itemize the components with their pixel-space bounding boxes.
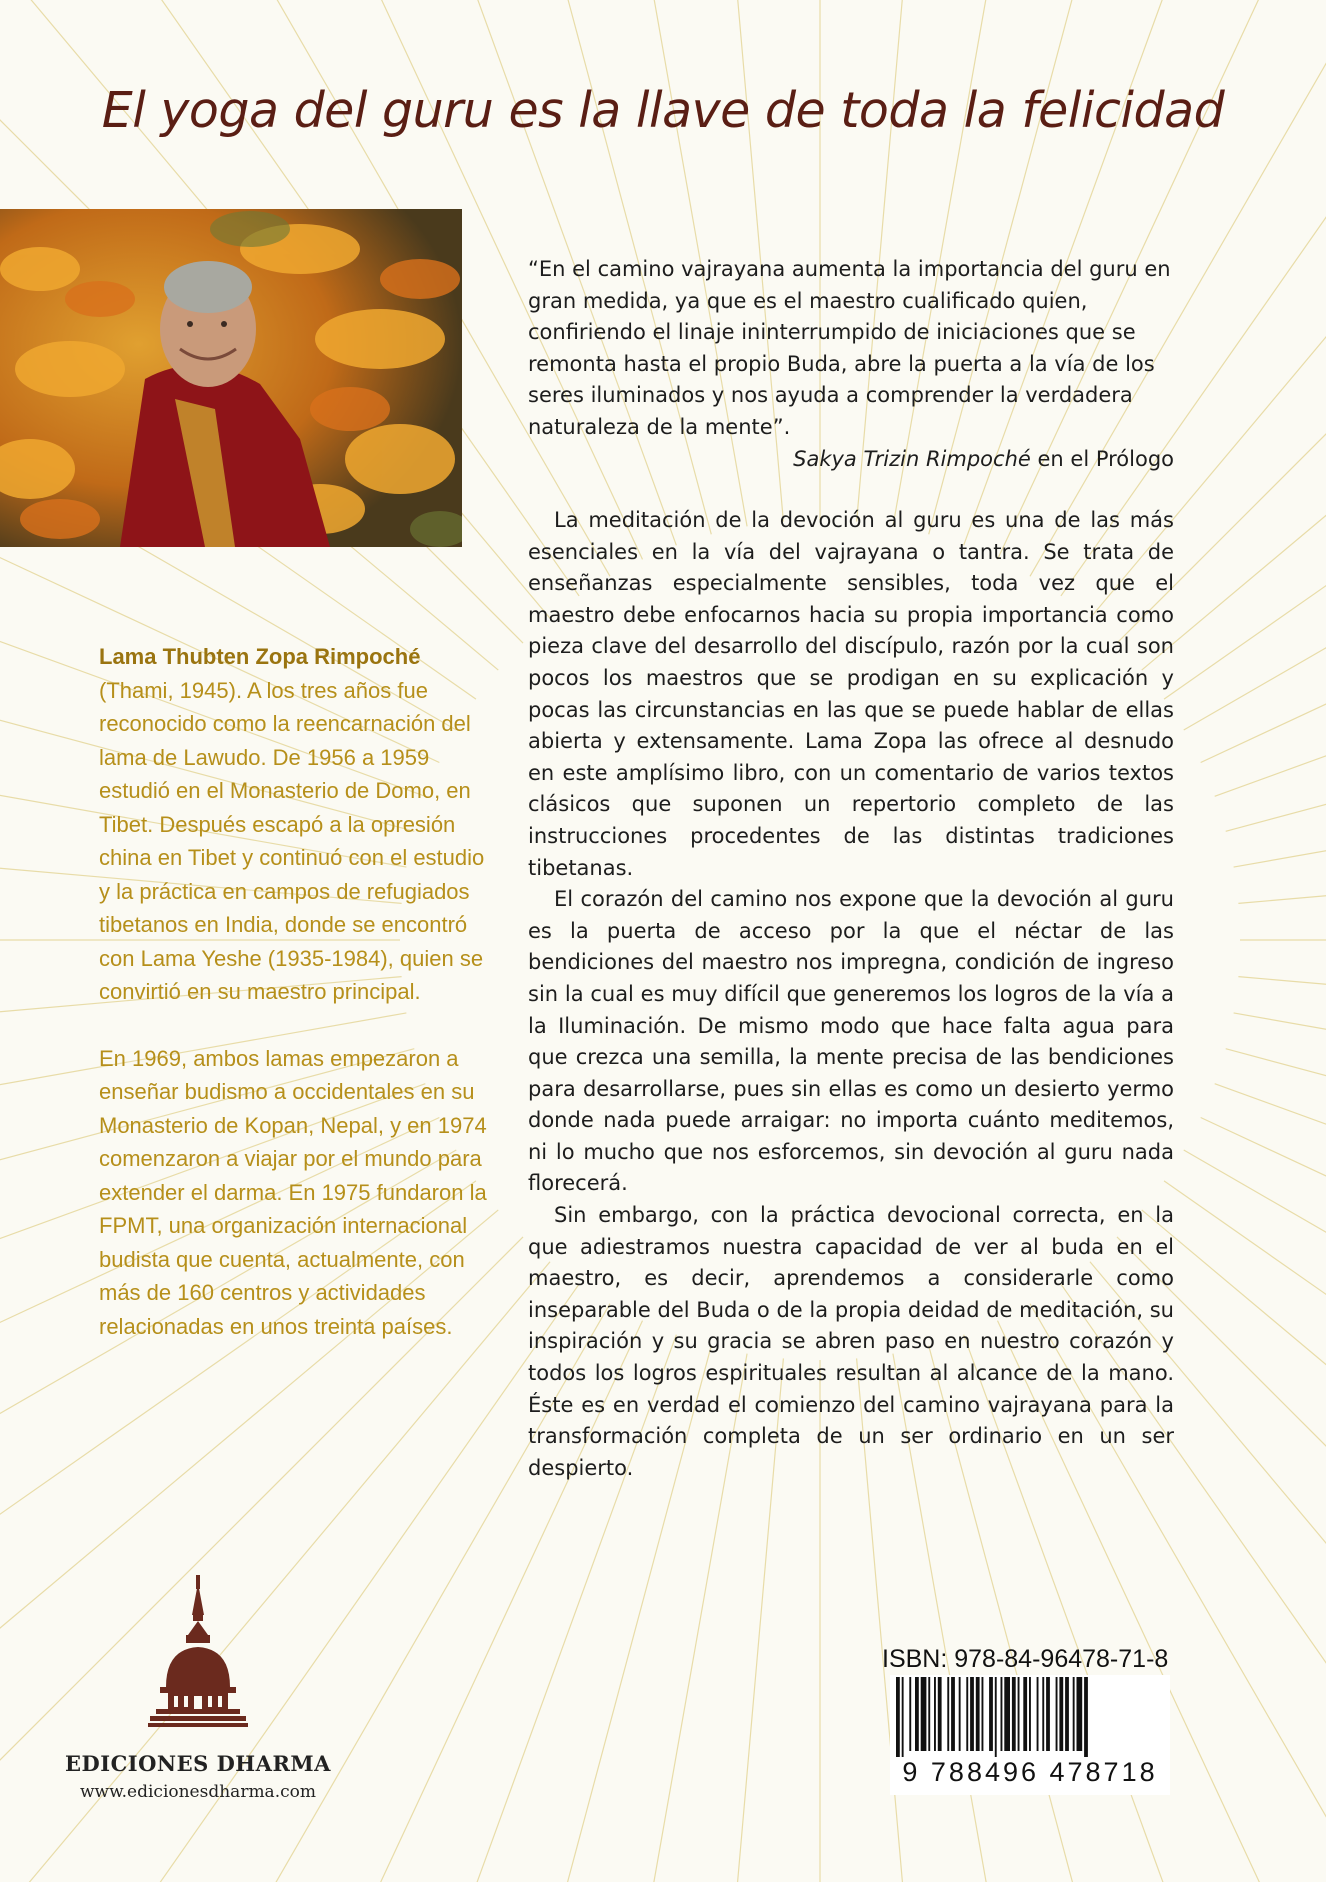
barcode-bar: [902, 1677, 904, 1757]
barcode-bar: [995, 1677, 997, 1757]
sunburst-ray: [1201, 1117, 1326, 1573]
quote-text: “En el camino vajrayana aumenta la importancia del guru en gran medida, ya que es el maestro cualificado quien, confiriendo el linaje ininterrumpido de iniciaciones que se remonta hasta el propio Buda, abre la puerta a la vía de los seres iluminados y nos ayuda a comprender la verdadera naturaleza de la mente”.: [528, 257, 1171, 439]
sunburst-ray: [1164, 1181, 1326, 1800]
description-paragraph-1: La meditación de la devoción al guru es una de las más esenciales en la vía del vajrayana o tantra. Se trata de enseñanzas especialmente sensibles, toda vez que el maestro debe enfocarnos hacia su propia importancia como pieza clave del desarrollo del discípulo, razón por la cual son pocos los maestros que se prodigan en su explicación y pocas las circunstancias en las que se puede hablar de ellas abierta y extensamente. Lama Zopa las ofrece al desnudo en este amplísimo libro, con un comentario de varios textos clásicos que suponen un repertorio completo de las instrucciones procedentes de las distintas tradiciones tibetanas.: [528, 508, 1174, 880]
sunburst-ray: [1234, 680, 1326, 868]
publisher-url: www.edicionesdharma.com: [80, 1782, 316, 1802]
barcode-bar: [959, 1677, 961, 1751]
barcode-bar: [1046, 1677, 1050, 1751]
barcode-bar: [947, 1677, 949, 1751]
barcode-bar: [921, 1677, 927, 1751]
description-paragraph-3: Sin embargo, con la práctica devocional correcta, en la que adiestramos nuestra capacidad de ver al buda en el maestro, es decir, aprendemos a considerarle como inseparable del Buda o de la propia deidad de meditación, su inspiración y su gracia se abren paso en nuestro corazón y todos los logros espirituales resultan al alcance de la mano. Éste es en verdad el comienzo del camino vajrayana para la transformación completa de un ser ordinario en un ser despierto.: [528, 1203, 1174, 1480]
portrait-monk-autumn-leaves-photo: [0, 209, 462, 547]
isbn-label: ISBN: 978-84-96478-71-8: [882, 1645, 1169, 1673]
sunburst-ray: [1184, 1150, 1326, 1690]
quote-attribution: [528, 444, 1174, 476]
barcode-bar: [909, 1677, 911, 1751]
barcode-bar: [1004, 1677, 1010, 1751]
barcode-bar: [896, 1677, 900, 1757]
barcode-bars: [890, 1675, 1170, 1757]
page-title: El yoga del guru es la llave de toda la felicidad: [101, 82, 1225, 139]
sunburst-ray: [1164, 80, 1326, 699]
foreword-quote: [528, 254, 1174, 475]
barcode-digits: 9 788496 478718: [902, 1757, 1158, 1787]
publisher-logo: [58, 1575, 338, 1802]
barcode-bar: [915, 1677, 919, 1751]
barcode-bar: [970, 1677, 974, 1751]
sunburst-ray: [1238, 809, 1326, 903]
description-paragraph-2: El corazón del camino nos expone que la devoción al guru es la puerta de acceso por la que el néctar de las bendiciones del maestro nos impregna, condición de ingreso sin la cual es muy difícil que generemos los logros de la vía a la Iluminación. De mismo modo que hace falta agua para que crezca una semilla, la mente precisa de las bendiciones para desarrollarse, pues sin ellas es como un desierto yermo donde nada puede arraigar: no importa cuánto meditemos, ni lo mucho que nos esforcemos, sin devoción al guru nada florecerá.: [528, 887, 1174, 1196]
bio-paragraph-2: En 1969, ambos lamas empezaron a enseñar budismo a occidentales en su Monasterio de Kopan, Nepal, y en 1974 comenzaron a viajar por el mundo para extender el darma. En 1975 fundaron la FPMT, una organización internacional budista que cuenta, actualmente, con más de 160 centros y actividades relacionadas en unos treinta países.: [99, 1045, 487, 1339]
bio-paragraph-1-text: (Thami, 1945). A los tres años fue reconocido como la reencarnación del lama de Lawudo. De 1956 a 1959 estudió en el Monasterio de Domo, en Tibet. Después escapó a la opresión china en Tibet y continuó con el estudio y la práctica en campos de refugiados tibetanos en India, donde se encontró con Lama Yeshe (1935-1984), quien se convirtió en su maestro principal.: [99, 677, 485, 1004]
stupa-logo-icon: [148, 1575, 248, 1747]
barcode-bar: [928, 1677, 930, 1751]
barcode-icon: [890, 1675, 1170, 1795]
barcode-bar: [1084, 1677, 1088, 1757]
publisher-name: EDICIONES DHARMA: [65, 1751, 331, 1776]
barcode-bar: [1023, 1677, 1027, 1751]
barcode-bar: [1056, 1677, 1058, 1751]
barcode-bar: [1042, 1677, 1044, 1751]
bio-paragraph-1: [99, 640, 489, 1009]
barcode-bar: [1059, 1677, 1063, 1751]
barcode-bar: [1001, 1677, 1003, 1751]
barcode-bar: [934, 1677, 936, 1751]
barcode-bar: [1037, 1677, 1039, 1751]
barcode-bar: [982, 1677, 984, 1751]
barcode-bar: [1012, 1677, 1016, 1751]
quote-source: en el Prólogo: [1030, 446, 1174, 471]
back-cover-description: [528, 505, 1174, 1484]
barcode-bar: [1018, 1677, 1020, 1751]
quote-author: Sakya Trizin Rimpoché: [793, 446, 1031, 471]
sunburst-ray: [1201, 306, 1326, 762]
author-photo: [0, 209, 462, 547]
sunburst-ray: [1226, 552, 1326, 832]
sunburst-ray: [1215, 1084, 1326, 1453]
author-biography: [99, 640, 489, 1343]
sunburst-ray: [1184, 190, 1326, 730]
barcode-bar: [1029, 1677, 1031, 1751]
barcode-bar: [976, 1677, 980, 1751]
sunburst-ray: [1238, 977, 1326, 1071]
sunburst-ray: [1226, 1049, 1326, 1329]
barcode-bar: [1077, 1677, 1083, 1751]
barcode-bar: [966, 1677, 968, 1751]
barcode-bar: [1073, 1677, 1075, 1751]
author-name: Lama Thubten Zopa Rimpoché: [99, 644, 421, 669]
sunburst-ray: [1234, 1013, 1326, 1201]
barcode-bar: [938, 1677, 942, 1751]
barcode-bar: [951, 1677, 955, 1751]
sunburst-ray: [1215, 427, 1326, 796]
barcode-bar: [989, 1677, 993, 1751]
barcode-bar: [1065, 1677, 1069, 1751]
